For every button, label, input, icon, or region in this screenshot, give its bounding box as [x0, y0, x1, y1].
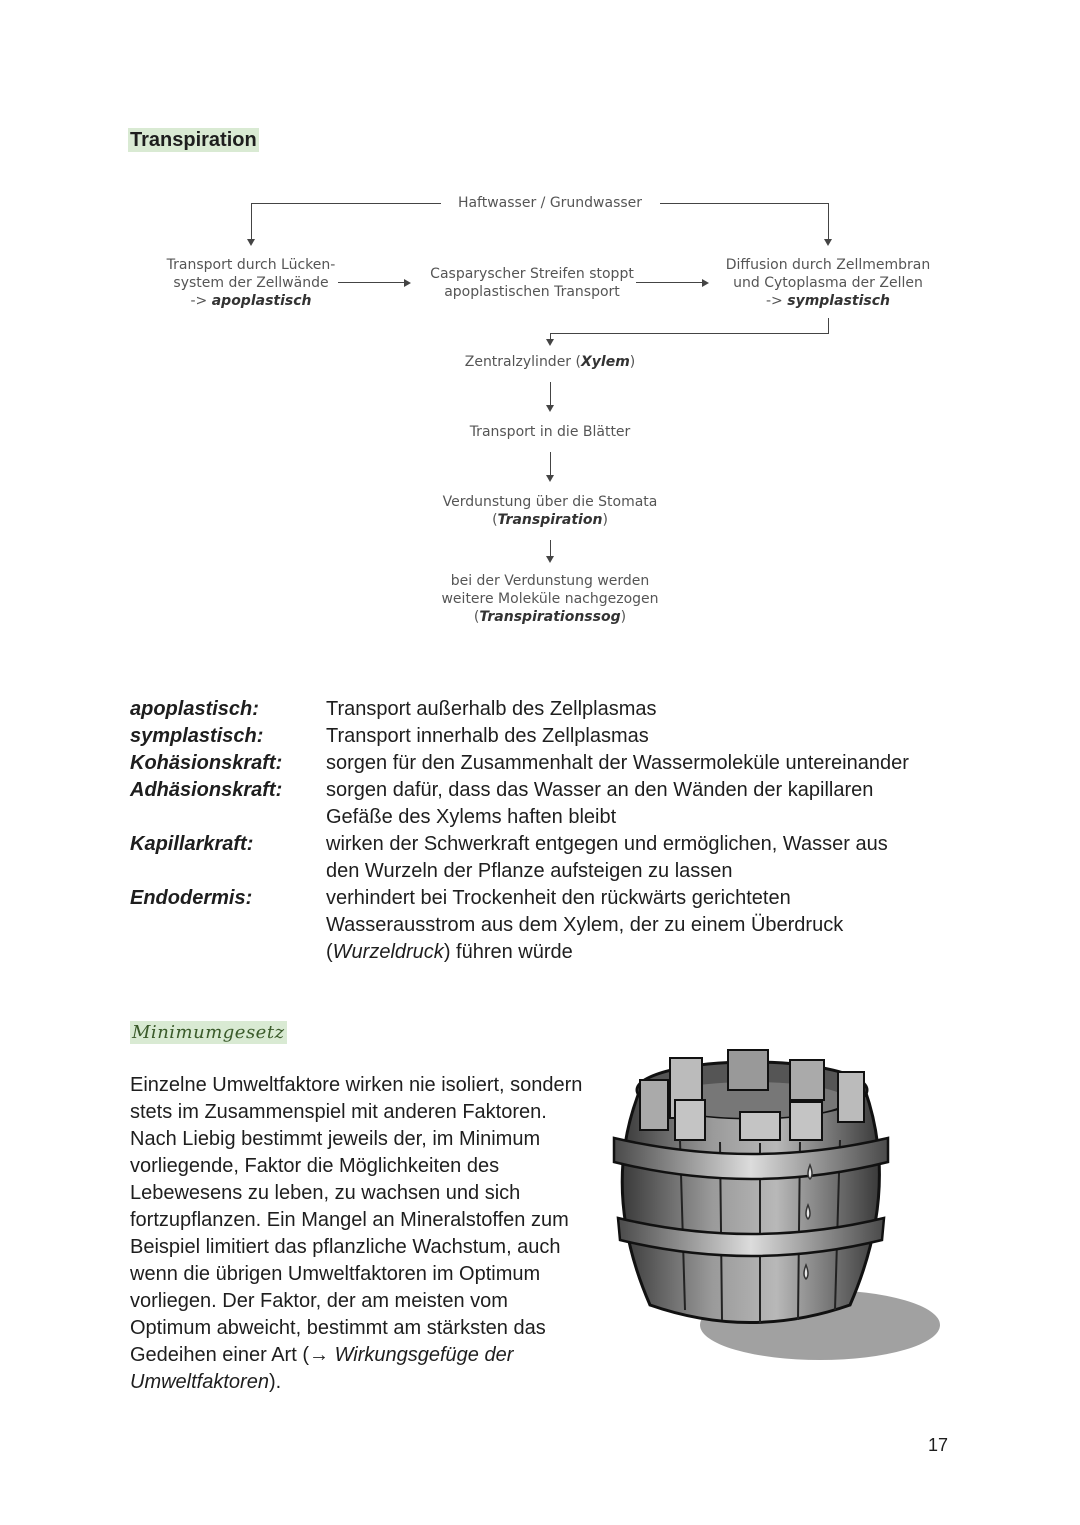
diagram-top-label: Haftwasser / Grundwasser — [457, 195, 643, 211]
arrow-right-icon — [702, 279, 709, 287]
barrel-stave — [838, 1072, 864, 1122]
node-term-apoplastisch: apoplastisch — [211, 293, 312, 309]
node-term-transpiration: Transpiration — [497, 512, 603, 528]
node-line-prefix: -> — [766, 293, 788, 309]
page-number: 17 — [928, 1435, 949, 1455]
definition-term: apoplastisch: — [130, 698, 259, 720]
connector-line — [550, 452, 551, 476]
node-term-symplastisch: symplastisch — [787, 293, 890, 309]
node-line — [420, 511, 680, 529]
connector-line — [828, 203, 829, 241]
definition-text: wirken der Schwerkraft entgegen und ermöglichen, Wasser aus den Wurzeln der Pflanze aufsteigen zu lassen — [326, 833, 888, 882]
node-line: Verdunstung über die Stomata — [442, 494, 658, 510]
node-line: und Cytoplasma der Zellen — [733, 275, 923, 291]
definition-text: sorgen dafür, dass das Wasser an den Wänden der kapillaren Gefäße des Xylems haften bleibt — [326, 779, 874, 828]
definition-text-part: ) führen würde — [443, 941, 573, 963]
node-term-xylem: Xylem — [580, 354, 630, 370]
definition-term: Adhäsionskraft: — [130, 779, 283, 801]
definition-text — [326, 885, 886, 966]
arrow-down-icon — [546, 405, 554, 412]
connector-line — [660, 203, 828, 204]
transpiration-flow-diagram — [0, 0, 1080, 680]
arrow-down-icon — [546, 339, 554, 346]
paragraph-emphasis: Wirkungsgefüge der Umweltfaktoren — [130, 1344, 514, 1393]
paragraph-main: Einzelne Umweltfaktore wirken nie isoliert, sondern stets im Zusammenspiel mit anderen Faktoren. Nach Liebig bestimmt jeweils der, im Minimum vorliegende, Faktor die Möglichkeiten des Lebewesens zu leben, zu wachsen und sich fortzupflanzen. Ein Mangel an Mineralstoffen zum Beispiel limitiert das pflanzliche Wachstum, auch wenn die übrigen Umweltfaktoren im Optimum vorliegen. Der Faktor, der am meisten vom Optimum abweicht, bestimmt am stärksten das Gedeihen einer Art (→ — [130, 1074, 583, 1366]
connector-line — [828, 318, 829, 333]
connector-line — [636, 282, 704, 283]
barrel-stave — [728, 1050, 768, 1090]
node-line: Casparyscher Streifen stoppt — [430, 266, 634, 282]
arrow-down-icon — [546, 556, 554, 563]
node-line — [716, 292, 940, 310]
node-prefix: Zentralzylinder ( — [464, 354, 581, 370]
node-prefix: ( — [492, 512, 498, 528]
connector-line — [338, 282, 406, 283]
diagram-node-symplastic — [716, 256, 940, 310]
node-suffix: ) — [620, 609, 627, 625]
node-line: Transport durch Lücken- — [166, 257, 336, 273]
node-suffix: ) — [629, 354, 636, 370]
definition-text: sorgen für den Zusammenhalt der Wassermoleküle untereinander — [326, 752, 909, 774]
node-line: bei der Verdunstung werden — [450, 573, 650, 589]
definition-term: Endodermis: — [130, 887, 253, 909]
node-line-prefix: -> — [190, 293, 212, 309]
node-line — [150, 292, 352, 310]
barrel-illustration — [600, 1040, 950, 1370]
barrel-stave — [640, 1080, 668, 1130]
arrow-right-icon — [404, 279, 411, 287]
diagram-node-caspary — [420, 265, 644, 301]
definition-term: Kohäsionskraft: — [130, 752, 283, 774]
diagram-node-stomata — [420, 493, 680, 529]
barrel-stave — [740, 1112, 780, 1140]
connector-line — [251, 203, 441, 204]
connector-line — [251, 203, 252, 241]
diagram-node-xylem — [430, 353, 670, 371]
definition-text-part: verhindert bei Trockenheit den rückwärts gerichteten Wasserausstrom aus dem Xylem, der zu einem Überdruck ( — [326, 887, 844, 963]
definition-text: Transport außerhalb des Zellplasmas — [326, 698, 657, 720]
definition-text: Transport innerhalb des Zellplasmas — [326, 725, 649, 747]
diagram-node-transpirationssog — [410, 572, 690, 626]
arrow-down-icon — [247, 239, 255, 246]
node-line — [410, 608, 690, 626]
node-prefix: ( — [473, 609, 480, 625]
barrel-stave — [790, 1060, 824, 1100]
node-term-transpirationssog: Transpirationssog — [479, 609, 621, 625]
arrow-down-icon — [824, 239, 832, 246]
connector-line — [550, 333, 829, 334]
node-suffix: ) — [602, 512, 608, 528]
node-line: system der Zellwände — [173, 275, 329, 291]
diagram-node-apoplastic — [150, 256, 352, 310]
definition-term: symplastisch: — [130, 725, 264, 747]
connector-line — [550, 382, 551, 406]
connector-line — [550, 540, 551, 557]
definition-term: Kapillarkraft: — [130, 833, 254, 855]
barrel-stave — [675, 1100, 705, 1140]
node-line: weitere Moleküle nachgezogen — [441, 591, 659, 607]
node-line: apoplastischen Transport — [444, 284, 620, 300]
node-line: Diffusion durch Zellmembran — [725, 257, 931, 273]
paragraph-end: ). — [268, 1371, 282, 1393]
minimumgesetz-paragraph — [130, 1072, 590, 1396]
barrel-stave — [790, 1102, 822, 1140]
arrow-down-icon — [546, 475, 554, 482]
diagram-node-leaves: Transport in die Blätter — [469, 424, 631, 440]
definition-term-wurzeldruck: Wurzeldruck — [332, 941, 444, 963]
section-heading-minimumgesetz: Minimumgesetz — [132, 1022, 285, 1043]
heading-text: Transpiration — [130, 129, 257, 151]
